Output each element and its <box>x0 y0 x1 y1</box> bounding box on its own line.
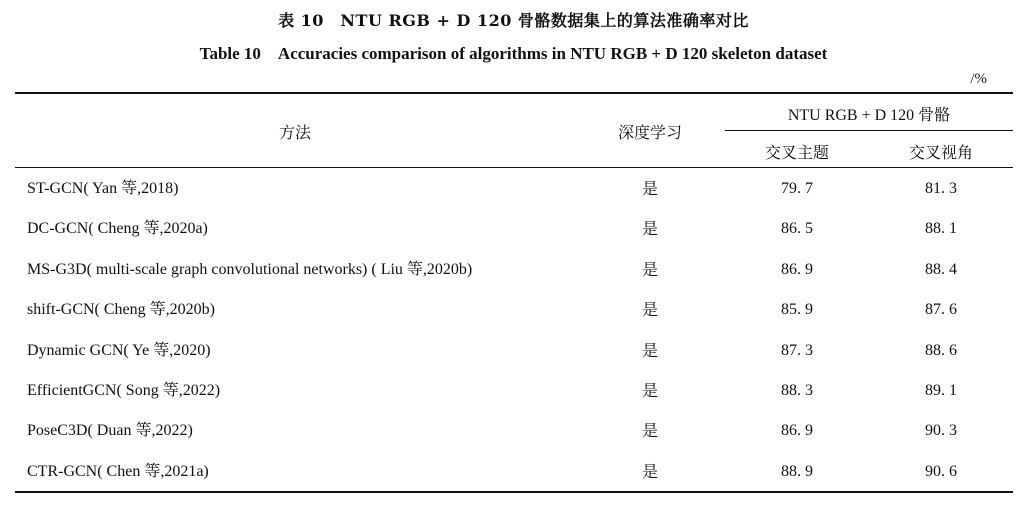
table-row <box>15 331 1013 371</box>
cross-subject-cell: 79. 7 <box>781 180 813 197</box>
header-deep-learning: 深度学习 <box>617 123 682 142</box>
unit-label: /% <box>970 71 987 87</box>
deep-learning-cell: 是 <box>641 259 658 279</box>
table-row <box>15 250 1013 290</box>
cross-view-cell: 88. 1 <box>925 220 957 238</box>
header-rule <box>15 167 1013 168</box>
cross-view-cell: 89. 1 <box>925 382 957 399</box>
table-row <box>15 452 1013 492</box>
cross-view-cell: 88. 6 <box>925 341 957 359</box>
cross-view-cell: 88. 4 <box>925 260 957 278</box>
deep-learning-cell: 是 <box>641 179 658 198</box>
method-cell: PoseC3D( Duan 等,2022) <box>27 422 193 440</box>
cross-subject-cell: 88. 3 <box>781 382 813 399</box>
group-underline <box>725 130 1013 131</box>
cross-subject-cell: 86. 9 <box>781 422 813 440</box>
method-cell: CTR-GCN( Chen 等,2021a) <box>27 462 209 480</box>
cross-view-cell: 90. 3 <box>925 422 957 440</box>
table-row <box>15 371 1013 411</box>
cross-subject-cell: 85. 9 <box>781 301 813 319</box>
method-cell: DC-GCN( Cheng 等,2020a) <box>27 220 208 238</box>
cross-subject-cell: 88. 9 <box>781 462 813 480</box>
table-row <box>15 411 1013 451</box>
method-cell: MS-G3D( multi-scale graph convolutional networks) ( Liu 等,2020b) <box>27 260 473 278</box>
cross-view-cell: 81. 3 <box>925 180 957 197</box>
header-cross-view: 交叉视角 <box>908 143 973 162</box>
table-row <box>15 290 1013 330</box>
deep-learning-cell: 是 <box>641 300 658 320</box>
cross-subject-cell: 86. 5 <box>781 220 813 238</box>
table-title-cn: 表 10 NTU RGB + D 120 骨骼数据集上的算法准确率对比 <box>278 11 749 30</box>
method-cell: shift-GCN( Cheng 等,2020b) <box>27 301 215 319</box>
cross-subject-cell: 86. 9 <box>781 260 813 278</box>
deep-learning-cell: 是 <box>641 421 658 441</box>
deep-learning-cell: 是 <box>641 219 658 239</box>
header-cross-subject: 交叉主题 <box>764 143 829 162</box>
header-method: 方法 <box>278 123 311 142</box>
top-rule <box>15 92 1013 94</box>
deep-learning-cell: 是 <box>641 461 658 481</box>
cross-view-cell: 90. 6 <box>925 462 957 480</box>
table-title-en: Table 10 Accuracies comparison of algorithms in NTU RGB + D 120 skeleton dataset <box>199 44 828 63</box>
deep-learning-cell: 是 <box>641 340 658 360</box>
method-cell: EfficientGCN( Song 等,2022) <box>27 382 221 399</box>
header-dataset-group: NTU RGB + D 120 骨骼 <box>787 107 951 124</box>
deep-learning-cell: 是 <box>641 381 658 400</box>
table-row <box>15 169 1013 209</box>
cross-view-cell: 87. 6 <box>925 301 957 319</box>
method-cell: Dynamic GCN( Ye 等,2020) <box>27 341 211 359</box>
method-cell: ST-GCN( Yan 等,2018) <box>27 180 179 197</box>
cross-subject-cell: 87. 3 <box>781 341 813 359</box>
table-row <box>15 209 1013 249</box>
